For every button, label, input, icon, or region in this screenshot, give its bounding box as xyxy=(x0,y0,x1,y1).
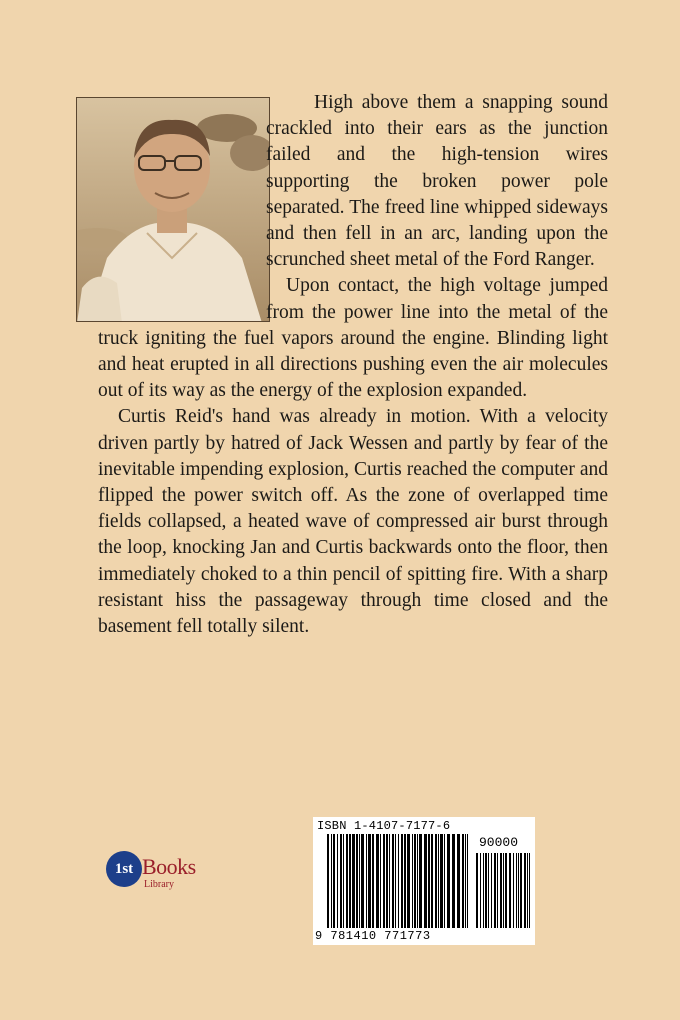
barcode-addon-bar xyxy=(483,853,484,928)
barcode-bar xyxy=(383,834,385,928)
barcode-bar xyxy=(359,834,360,928)
logo-word: Books xyxy=(142,854,196,879)
barcode-bar xyxy=(438,834,439,928)
barcode-bar xyxy=(465,834,466,928)
barcode-bar xyxy=(457,834,460,928)
barcode-bar xyxy=(462,834,464,928)
barcode-bar xyxy=(372,834,374,928)
barcode-bar xyxy=(440,834,443,928)
logo-subtitle: Library xyxy=(144,879,174,890)
barcode-addon-bar xyxy=(509,853,511,928)
barcode-bar xyxy=(386,834,388,928)
barcode-addon-bar xyxy=(529,853,530,928)
barcode-bar xyxy=(395,834,396,928)
paragraph-3: Curtis Reid's hand was already in motion. With a velocity driven partly by hatred of Jack Wessen and partly by fear of the inevitable impending explosion, Curtis reached the computer and flipped the power switch off. As the zone of overlapped time fields collapsed, a heated wave of compressed air burst through the loop, knocking Jan and Curtis backwards onto the floor, then immediately choked to a thin pencil of spitting fire. With a sharp resistant hiss the passageway through time closed and the basement fell totally silent. xyxy=(98,406,608,638)
barcode-addon-bar xyxy=(505,853,507,928)
barcode-bar xyxy=(444,834,445,928)
barcode-bar xyxy=(327,834,329,928)
barcode-bar xyxy=(407,834,410,928)
barcode-bar xyxy=(447,834,450,928)
barcode-addon-bar xyxy=(494,853,496,928)
barcode-bar xyxy=(356,834,358,928)
barcode-bar xyxy=(380,834,381,928)
barcode-bar xyxy=(414,834,416,928)
barcode-bar xyxy=(452,834,455,928)
barcode-bar xyxy=(435,834,437,928)
barcode-bar xyxy=(417,834,418,928)
barcode-bar xyxy=(392,834,394,928)
barcode-bar xyxy=(366,834,367,928)
barcode-bar xyxy=(352,834,355,928)
barcode-bar xyxy=(333,834,335,928)
barcode-bar xyxy=(389,834,390,928)
barcode-addon-bar xyxy=(503,853,504,928)
barcode-bar xyxy=(368,834,371,928)
paragraph-1: High above them a snapping sound crackled into their ears as the junction failed and the high-tension wires supporting the broken power pole separated. The freed line whipped sideways and then fell in an arc, landing upon the scrunched sheet metal of the Ford Ranger. xyxy=(266,92,608,271)
barcode-addon-bar xyxy=(497,853,498,928)
barcode-addon-bar xyxy=(500,853,502,928)
barcode-bar xyxy=(419,834,422,928)
barcode-bar xyxy=(424,834,427,928)
barcode-bar xyxy=(412,834,413,928)
barcode-bar xyxy=(346,834,348,928)
barcode-bar xyxy=(343,834,344,928)
barcode-addon-bar xyxy=(480,853,481,928)
ean-digits: 9 781410 771773 xyxy=(315,929,431,943)
barcode-addon-bar xyxy=(513,853,514,928)
photo-spacer xyxy=(76,90,266,322)
paragraph-2: Upon contact, the high voltage jumped from the power line into the metal of the truck igniting the fuel vapors around the engine. Blinding light and heat erupted in all directions pushing even the air molecules out of its way as the energy of the explosion expanded. xyxy=(98,275,608,402)
barcode-addon-bar xyxy=(476,853,478,928)
isbn-barcode xyxy=(313,817,535,945)
barcode-addon-bar xyxy=(527,853,528,928)
barcode-bar xyxy=(361,834,364,928)
barcode-bar xyxy=(401,834,403,928)
logo-mark-text: 1st xyxy=(114,861,134,877)
barcode-addon-bar xyxy=(516,853,517,928)
barcode-bar xyxy=(431,834,433,928)
barcode-bar xyxy=(331,834,332,928)
barcode-bar xyxy=(428,834,430,928)
barcode-addon-bar xyxy=(485,853,487,928)
publisher-logo xyxy=(106,848,216,898)
barcode-bar xyxy=(376,834,379,928)
barcode-bar xyxy=(404,834,406,928)
barcode-bar xyxy=(398,834,399,928)
barcode-bar xyxy=(349,834,351,928)
isbn-label: ISBN 1-4107-7177-6 xyxy=(317,819,451,833)
price-code: 90000 xyxy=(479,835,519,850)
barcode-addon-bar xyxy=(518,853,519,928)
barcode-addon-bar xyxy=(491,853,492,928)
barcode-bar xyxy=(337,834,338,928)
barcode-bar xyxy=(340,834,342,928)
barcode-bar xyxy=(467,834,468,928)
logo-circle-mark xyxy=(106,851,142,887)
barcode-addon-bar xyxy=(488,853,489,928)
back-cover-excerpt xyxy=(98,90,608,640)
barcode-addon-bar xyxy=(520,853,522,928)
barcode-addon-bar xyxy=(524,853,526,928)
